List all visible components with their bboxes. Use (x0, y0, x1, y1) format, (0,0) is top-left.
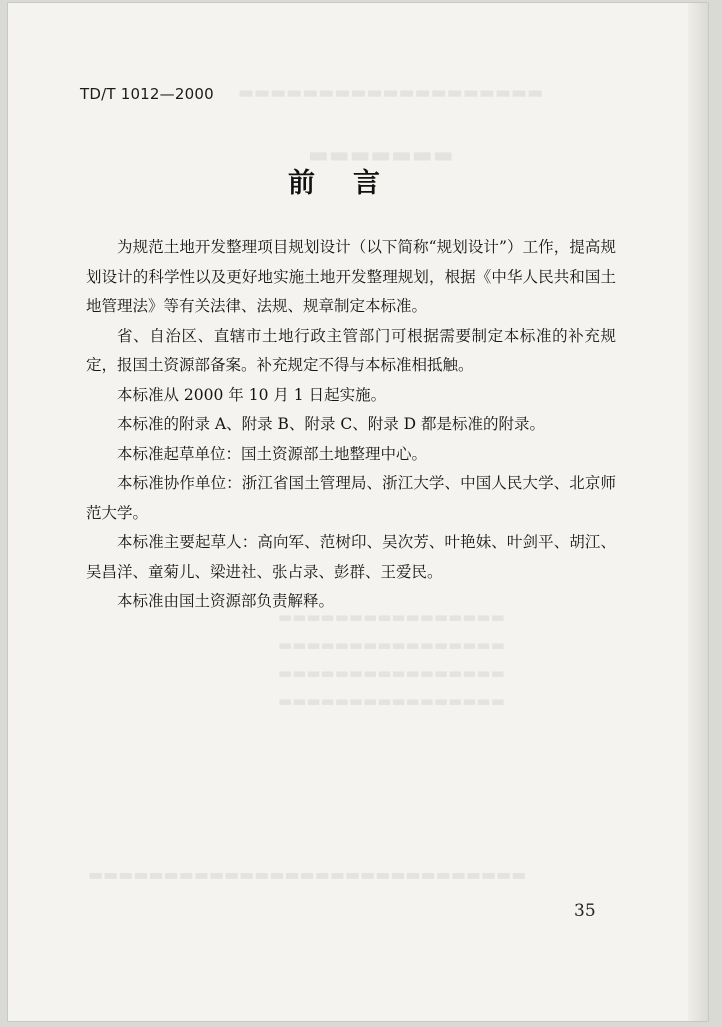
paragraph: 本标准协作单位：浙江省国土管理局、浙江大学、中国人民大学、北京师范大学。 (86, 474, 616, 522)
paragraph: 为规范土地开发整理项目规划设计（以下简称“规划设计”）工作，提高规划设计的科学性以及更好地实施土地开发整理规划，根据《中华人民共和国土地管理法》等有关法律、法规、规章制定本标准。 (86, 238, 616, 315)
paragraph: 本标准主要起草人：高向军、范树印、吴次芳、叶艳妹、叶剑平、胡江、吴昌洋、童菊儿、梁进社、张占录、彭群、王爱民。 (86, 533, 616, 581)
page-edge-shadow (688, 3, 708, 1021)
show-through-header: ▬▬▬▬▬▬▬▬▬▬▬▬▬▬▬▬▬▬▬ (238, 83, 544, 103)
document-page (8, 3, 708, 1021)
standard-code: TD/T 1012—2000 (80, 85, 214, 103)
paragraph: 省、自治区、直辖市土地行政主管部门可根据需要制定本标准的补充规定，报国土资源部备案。补充规定不得与本标准相抵触。 (86, 326, 616, 374)
preface-body (86, 233, 616, 617)
paragraph: 本标准的附录 A、附录 B、附录 C、附录 D 都是标准的附录。 (117, 415, 546, 433)
page-number: 35 (574, 901, 596, 921)
show-through-title: ▬▬▬▬▬▬▬ (308, 143, 454, 168)
paragraph: 本标准由国土资源部负责解释。 (117, 592, 335, 610)
paragraph: 本标准起草单位：国土资源部土地整理中心。 (117, 444, 428, 463)
show-through-footer: ▬▬▬▬▬▬▬▬▬▬▬▬▬▬▬▬▬▬▬▬▬▬▬▬▬▬▬▬▬ (88, 865, 527, 884)
show-through-lines: ▬▬▬▬▬▬▬▬▬▬▬▬▬▬▬▬ ▬▬▬▬▬▬▬▬▬▬▬▬▬▬▬▬ ▬▬▬▬▬▬▬▬▬▬▬▬▬▬▬▬ ▬▬▬▬▬▬▬▬▬▬▬▬▬▬▬▬ (278, 608, 505, 710)
paragraph: 本标准从 2000 年 10 月 1 日起实施。 (117, 385, 387, 404)
page-title: 前言 (288, 168, 418, 199)
